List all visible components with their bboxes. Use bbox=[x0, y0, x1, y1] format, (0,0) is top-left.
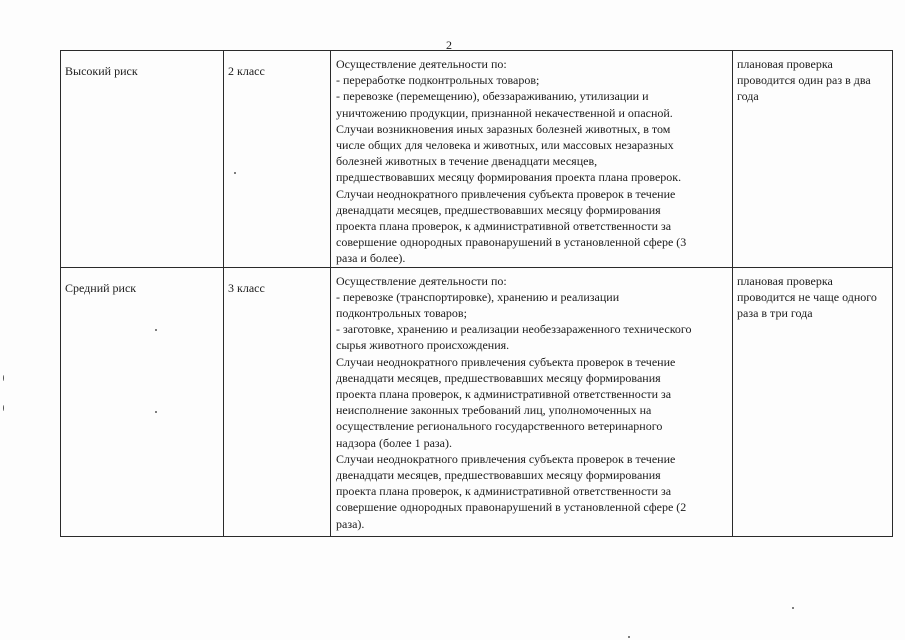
text-line: плановая проверка bbox=[737, 273, 833, 288]
text-line: надзора (более 1 раза). bbox=[336, 435, 452, 450]
scan-speck bbox=[234, 172, 236, 174]
risk-class-cell bbox=[224, 267, 331, 536]
inspection-frequency-cell bbox=[733, 51, 893, 268]
text-line: совершение однородных правонарушений в установленной сфере (2 bbox=[336, 500, 687, 515]
criteria-cell bbox=[331, 267, 733, 536]
risk-level: Высокий риск bbox=[65, 64, 138, 78]
criteria-text bbox=[331, 268, 732, 532]
inspection-frequency bbox=[733, 268, 892, 322]
text-line: проводится не чаще одного bbox=[737, 289, 877, 304]
risk-class: 3 класс bbox=[228, 280, 265, 295]
text-line: сырья животного происхождения. bbox=[336, 338, 510, 353]
criteria-cell bbox=[331, 51, 733, 268]
text-line: уничтожению продукции, признанной некачественной и опасной. bbox=[336, 105, 673, 120]
text-line: проекта плана проверок, к административной ответственности за bbox=[336, 484, 672, 499]
text-line: болезней животных в течение двенадцати месяцев, bbox=[336, 154, 598, 169]
scan-speck bbox=[155, 329, 157, 331]
criteria-text bbox=[331, 51, 732, 267]
risk-class: 2 класс bbox=[228, 64, 265, 78]
text-line: совершение однородных правонарушений в установленной сфере (3 bbox=[336, 235, 687, 250]
text-line: Осуществление деятельности по: bbox=[336, 57, 507, 71]
text-line: двенадцати месяцев, предшествовавших месяцу формирования bbox=[336, 370, 661, 385]
text-line: раза в три года bbox=[737, 306, 813, 321]
text-line: Осуществление деятельности по: bbox=[336, 273, 507, 288]
scan-speck bbox=[792, 607, 794, 609]
scan-speck bbox=[628, 636, 630, 638]
inspection-frequency-cell bbox=[733, 267, 893, 536]
text-line: Случаи неоднократного привлечения субъекта проверок в течение bbox=[336, 451, 676, 466]
text-line: - перевозке (транспортировке), хранению и реализации bbox=[336, 289, 620, 304]
text-line: года bbox=[737, 89, 759, 104]
text-line: предшествовавших месяцу формирования проекта плана проверок. bbox=[336, 170, 682, 185]
risk-level-cell bbox=[61, 51, 224, 268]
text-line: Случаи неоднократного привлечения субъекта проверок в течение bbox=[336, 186, 676, 201]
scan-speck bbox=[3, 375, 4, 381]
scan-speck bbox=[3, 405, 4, 411]
text-line: - перевозке (перемещению), обеззараживанию, утилизации и bbox=[336, 89, 649, 104]
risk-class-cell bbox=[224, 51, 331, 268]
text-line: Случаи неоднократного привлечения субъекта проверок в течение bbox=[336, 354, 676, 369]
page-number: 2 bbox=[446, 38, 452, 52]
table-row bbox=[61, 51, 893, 268]
text-line: плановая проверка bbox=[737, 57, 833, 71]
scan-speck bbox=[155, 411, 157, 413]
text-line: проекта плана проверок, к административной ответственности за bbox=[336, 387, 672, 402]
text-line: - переработке подконтрольных товаров; bbox=[336, 73, 540, 88]
text-line: раза). bbox=[336, 516, 365, 531]
text-line: проекта плана проверок, к административной ответственности за bbox=[336, 219, 672, 234]
risk-level: Средний риск bbox=[65, 280, 137, 295]
text-line: проводится один раз в два bbox=[737, 73, 871, 88]
text-line: двенадцати месяцев, предшествовавших месяцу формирования bbox=[336, 468, 661, 483]
text-line: раза и более). bbox=[336, 251, 406, 266]
text-line: осуществление регионального государственного ветеринарного bbox=[336, 419, 663, 434]
text-line: - заготовке, хранению и реализации необеззараженного технического bbox=[336, 322, 692, 337]
text-line: подконтрольных товаров; bbox=[336, 306, 467, 321]
risk-category-table bbox=[60, 50, 893, 537]
text-line: Случаи возникновения иных заразных болезней животных, в том bbox=[336, 121, 671, 136]
inspection-frequency bbox=[733, 51, 892, 105]
risk-level-cell bbox=[61, 267, 224, 536]
text-line: двенадцати месяцев, предшествовавших месяцу формирования bbox=[336, 202, 661, 217]
text-line: неисполнение законных требований лиц, уполномоченных на bbox=[336, 403, 652, 418]
table-row bbox=[61, 267, 893, 536]
text-line: числе общих для человека и животных, или массовых незаразных bbox=[336, 138, 674, 153]
